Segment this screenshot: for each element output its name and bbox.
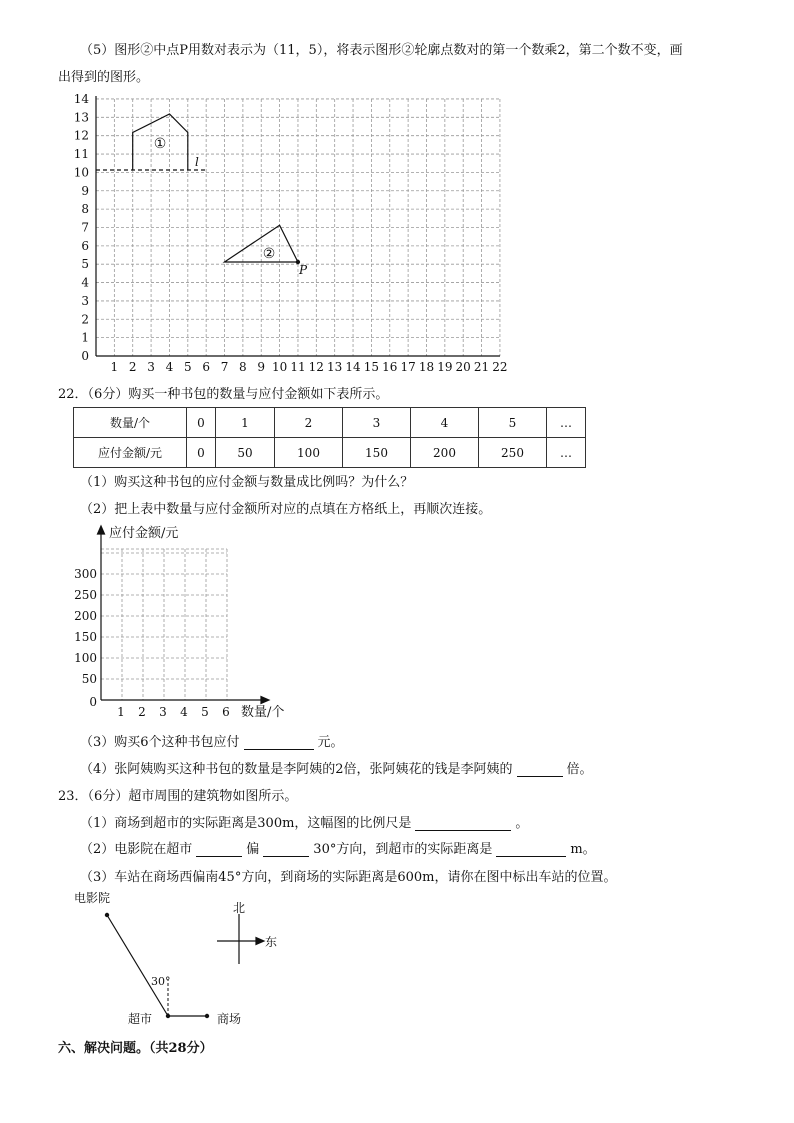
q22-sub2: （2）把上表中数量与应付金额所对应的点填在方格纸上，再顺次连接。 xyxy=(80,502,492,517)
x-tick-label: 7 xyxy=(220,360,229,373)
cinema-label: 电影院 xyxy=(74,891,111,905)
line-l-label: l xyxy=(195,155,199,169)
x-tick-label: 12 xyxy=(308,360,324,373)
x-tick-label: 1 xyxy=(110,360,119,373)
y-tick-label: 250 xyxy=(74,588,97,602)
q22-sub4-text: （4）张阿姨购买这种书包的数量是李阿姨的2倍，张阿姨花的钱是李阿姨的 xyxy=(80,762,513,777)
table-cell: 4 xyxy=(411,408,479,438)
q22-header: 22．（6分）购买一种书包的数量与应付金额如下表所示。 xyxy=(58,387,389,402)
x-tick-label: 4 xyxy=(180,705,188,719)
q23-sub1-text: （1）商场到超市的实际距离是300m，这幅图的比例尺是 xyxy=(80,816,412,831)
y-tick-label: 0 xyxy=(89,695,97,709)
x-tick-label: 14 xyxy=(345,360,361,373)
answer-blank-4[interactable] xyxy=(517,762,563,777)
table-row xyxy=(74,408,586,438)
shape1-label: ① xyxy=(153,136,167,152)
q23-sub3: （3）车站在商场西偏南45°方向，到商场的实际距离是600m，请你在图中标出车站的位置。 xyxy=(80,870,617,885)
x-tick-label: 6 xyxy=(222,705,230,719)
x-tick-label: 2 xyxy=(128,360,137,373)
table-cell: 2 xyxy=(275,408,343,438)
table-cell: 100 xyxy=(275,438,343,468)
y-axis-title: 应付金额/元 xyxy=(109,526,179,541)
x-tick-label: 13 xyxy=(327,360,343,373)
q21-5-line2: 出得到的图形。 xyxy=(58,70,150,85)
q23-sub2-pian: 偏 xyxy=(246,842,260,857)
y-tick-label: 4 xyxy=(81,275,89,290)
y-tick-label: 150 xyxy=(74,630,97,644)
compass-icon xyxy=(217,914,264,964)
point-p-label: P xyxy=(299,263,308,277)
y-tick-label: 7 xyxy=(81,220,89,235)
x-tick-label: 22 xyxy=(492,360,508,373)
y-tick-label: 10 xyxy=(73,165,89,180)
north-label: 北 xyxy=(233,901,246,915)
x-tick-label: 11 xyxy=(290,360,306,373)
price-graph xyxy=(60,520,300,725)
table-cell: 150 xyxy=(343,438,411,468)
answer-blank-dir1[interactable] xyxy=(196,842,242,857)
q22-sub3 xyxy=(80,731,344,750)
table-cell: 数量/个 xyxy=(74,408,187,438)
q22-sub4-unit: 倍。 xyxy=(566,762,593,777)
q23-sub2 xyxy=(80,838,596,857)
x-tick-label: 16 xyxy=(382,360,398,373)
q23-sub2-text: （2）电影院在超市 xyxy=(80,842,193,857)
cinema-line xyxy=(107,915,168,1016)
y-tick-label: 14 xyxy=(73,91,89,106)
x-axis-title: 数量/个 xyxy=(241,705,285,720)
q23-header: 23．（6分）超市周围的建筑物如图所示。 xyxy=(58,789,298,804)
table-cell: 50 xyxy=(216,438,275,468)
table-cell: 应付金额/元 xyxy=(74,438,187,468)
q22-sub1: （1）购买这种书包的应付金额与数量成比例吗？为什么？ xyxy=(80,475,414,490)
y-tick-label: 50 xyxy=(81,672,97,686)
x-tick-label: 20 xyxy=(455,360,471,373)
table-cell: 0 xyxy=(187,438,216,468)
q22-sub4 xyxy=(80,758,593,777)
mall-label: 商场 xyxy=(217,1012,242,1026)
q23-sub2-unit: m。 xyxy=(570,842,596,857)
supermarket-label: 超市 xyxy=(128,1012,153,1026)
y-tick-label: 5 xyxy=(81,257,89,272)
y-tick-label: 9 xyxy=(81,183,89,198)
y-tick-label: 13 xyxy=(73,110,89,125)
y-tick-label: 8 xyxy=(81,202,89,217)
x-tick-label: 3 xyxy=(147,360,155,373)
q22-sub3-unit: 元。 xyxy=(317,735,344,750)
table-cell: 250 xyxy=(479,438,547,468)
table-cell: 3 xyxy=(343,408,411,438)
answer-blank-distance[interactable] xyxy=(496,842,566,857)
section6-title: 六、解决问题。（共28分） xyxy=(58,1041,213,1056)
table-cell: 1 xyxy=(216,408,275,438)
table-cell: … xyxy=(547,408,586,438)
x-tick-label: 21 xyxy=(473,360,490,373)
y-tick-label: 0 xyxy=(81,349,89,363)
q23-sub2-angle: 30°方向，到超市的实际距离是 xyxy=(313,842,493,857)
x-tick-label: 5 xyxy=(201,705,209,719)
x-tick-label: 19 xyxy=(437,360,453,373)
table-cell: … xyxy=(547,438,586,468)
q21-5-line1: （5）图形②中点P用数对表示为（11，5），将表示图形②轮廓点数对的第一个数乘2，第二个数不变，画 xyxy=(80,43,683,58)
x-tick-label: 1 xyxy=(117,705,125,719)
y-tick-label: 200 xyxy=(74,609,97,623)
table-cell: 5 xyxy=(479,408,547,438)
y-tick-label: 2 xyxy=(81,312,89,327)
angle-label: 30° xyxy=(151,975,171,988)
y-tick-label: 11 xyxy=(73,147,89,162)
answer-blank-3[interactable] xyxy=(244,735,314,750)
shape2-label: ② xyxy=(262,246,276,262)
price-table xyxy=(73,407,586,468)
x-tick-label: 18 xyxy=(418,360,435,373)
table-cell: 0 xyxy=(187,408,216,438)
table-cell: 200 xyxy=(411,438,479,468)
x-tick-label: 5 xyxy=(183,360,192,373)
x-tick-label: 6 xyxy=(202,360,210,373)
y-tick-label: 300 xyxy=(74,567,97,581)
mall-point xyxy=(205,1014,209,1018)
q22-sub3-text: （3）购买6个这种书包应付 xyxy=(80,735,240,750)
y-tick-label: 12 xyxy=(73,128,89,143)
y-tick-label: 1 xyxy=(81,330,89,345)
x-tick-label: 17 xyxy=(400,360,416,373)
x-tick-label: 9 xyxy=(257,360,266,373)
x-tick-label: 10 xyxy=(271,360,288,373)
answer-blank-scale[interactable] xyxy=(415,816,511,831)
answer-blank-dir2[interactable] xyxy=(263,842,309,857)
y-tick-label: 6 xyxy=(81,238,89,253)
x-tick-label: 4 xyxy=(165,360,174,373)
table-row xyxy=(74,438,586,468)
x-tick-label: 3 xyxy=(159,705,167,719)
x-tick-label: 2 xyxy=(138,705,146,719)
coordinate-grid xyxy=(60,88,510,373)
y-tick-label: 100 xyxy=(74,651,97,665)
y-tick-label: 3 xyxy=(81,293,89,308)
x-tick-label: 15 xyxy=(363,360,380,373)
east-label: 东 xyxy=(265,935,278,949)
q23-sub1 xyxy=(80,812,528,831)
x-tick-label: 8 xyxy=(239,360,247,373)
building-map xyxy=(60,886,360,1034)
q23-sub1-end: 。 xyxy=(515,816,529,831)
